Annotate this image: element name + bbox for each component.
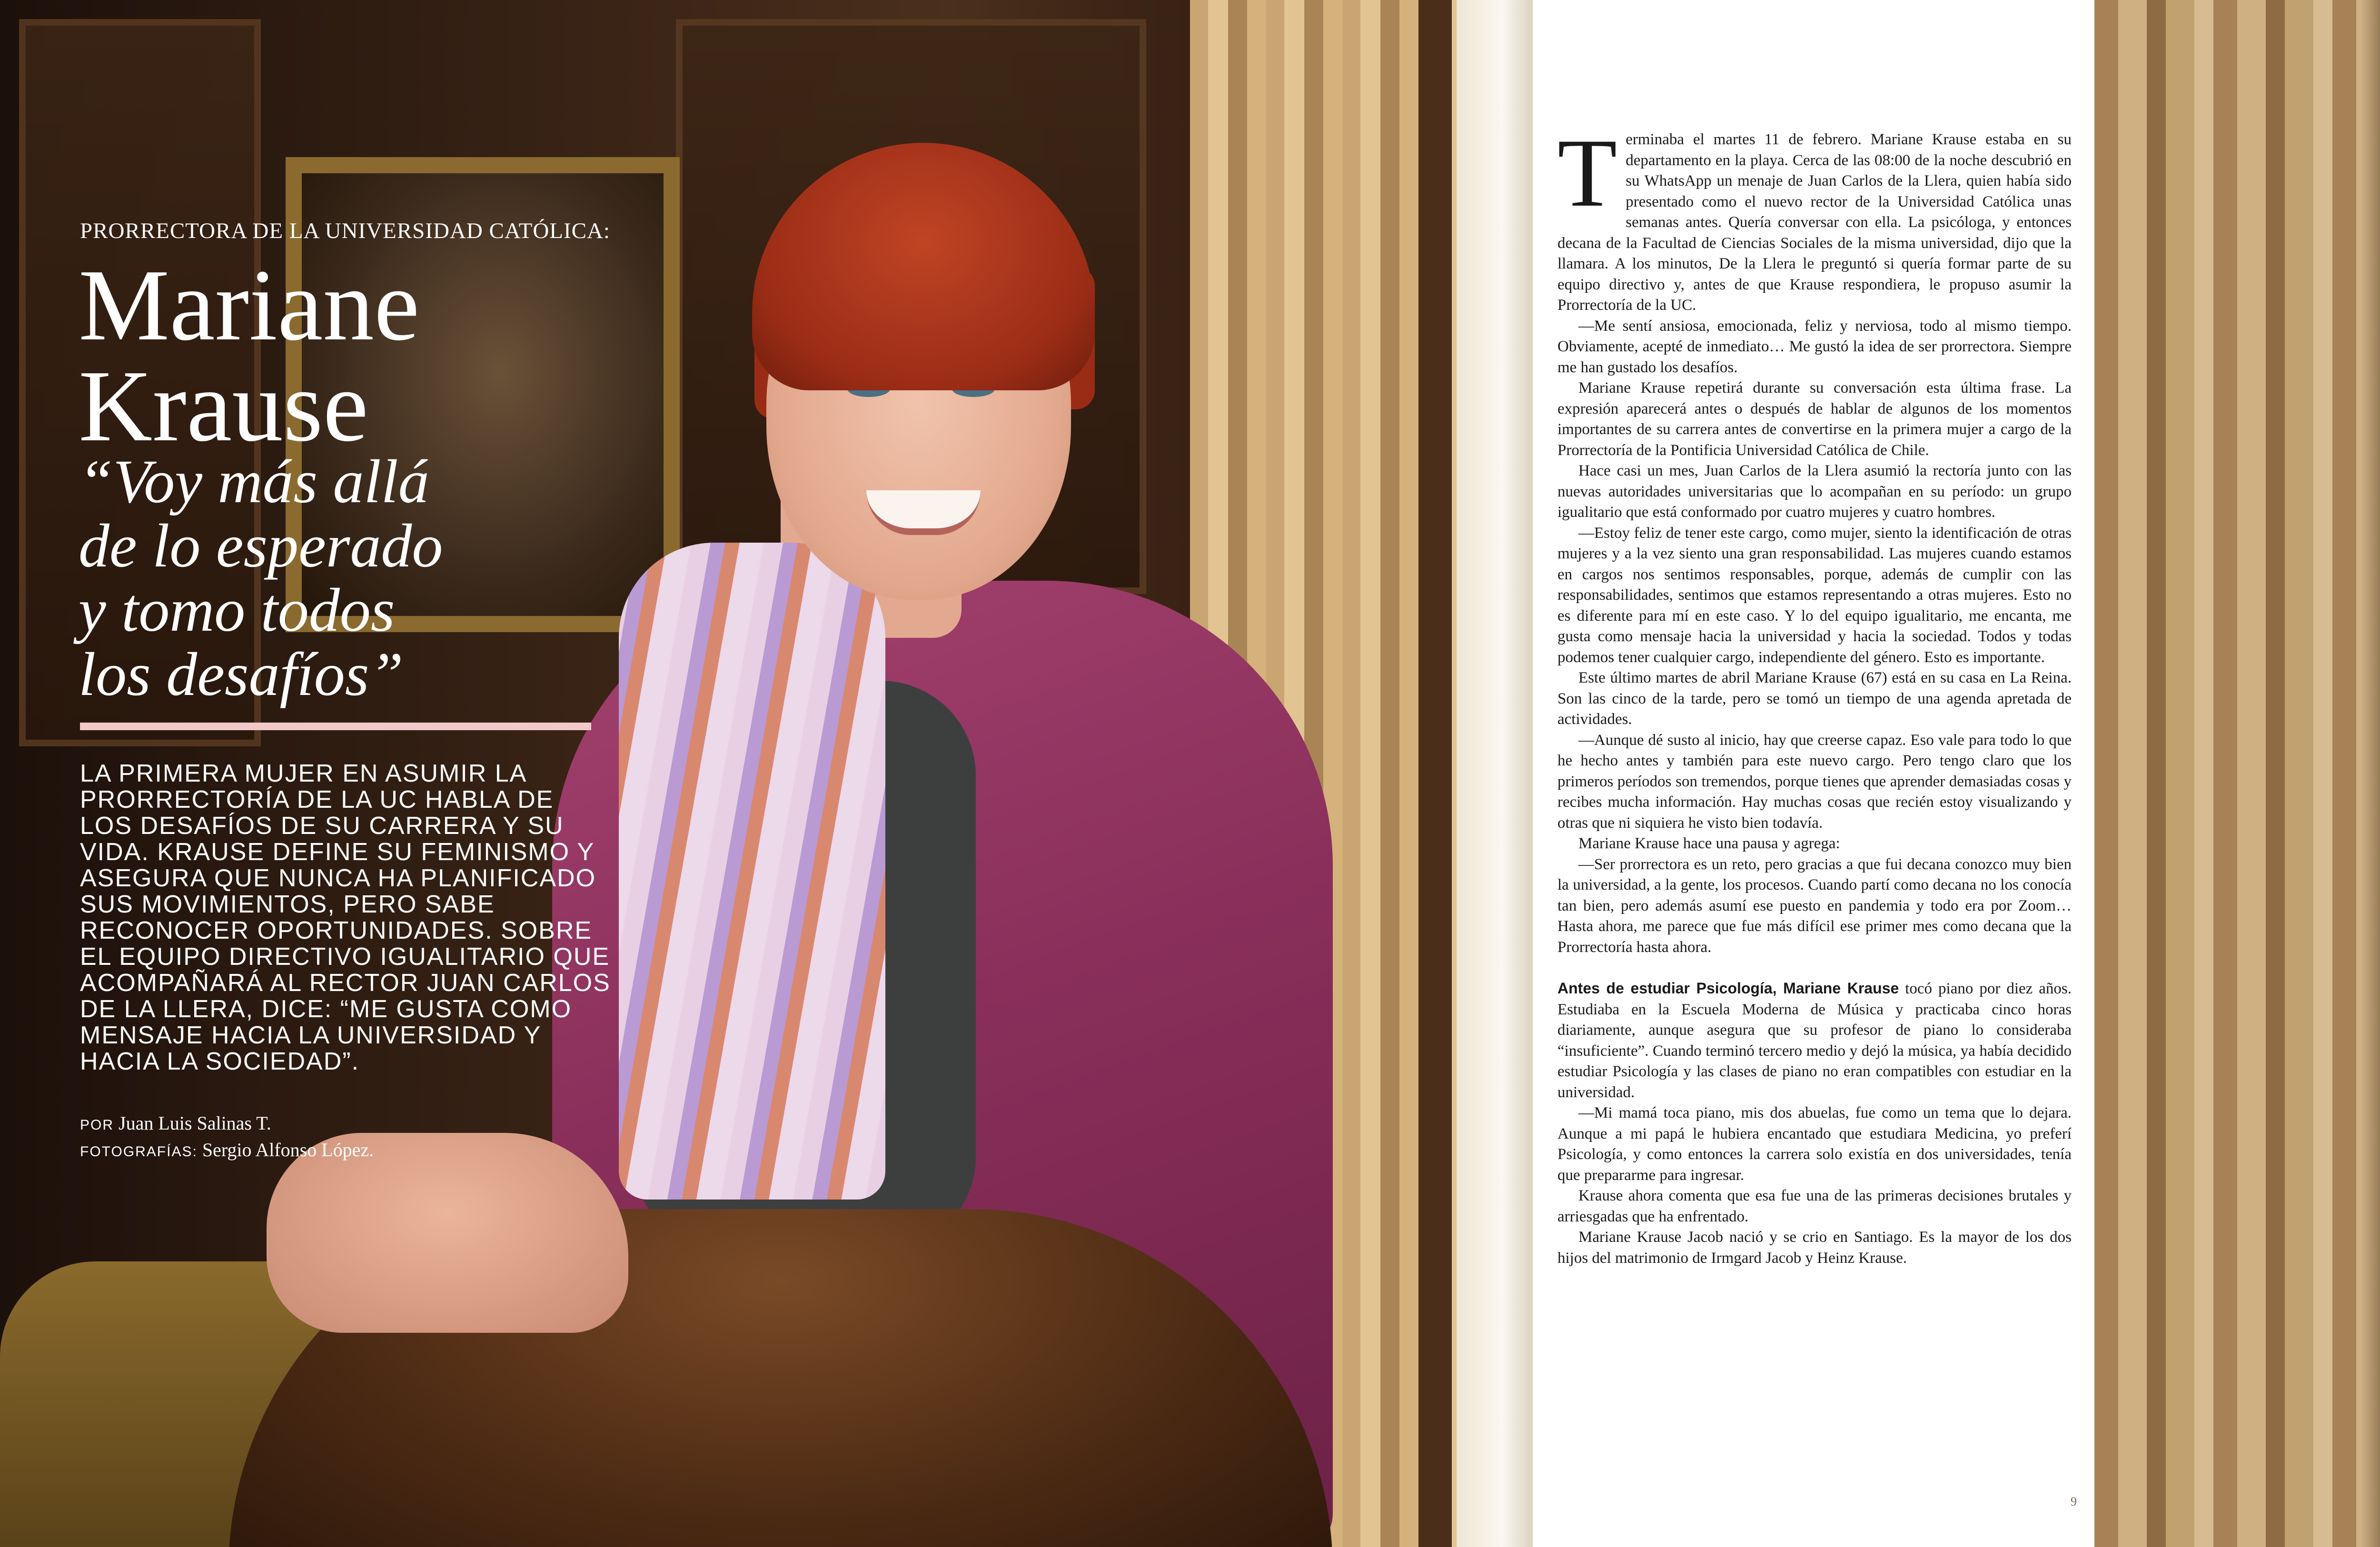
- page-number: 9: [2071, 1495, 2077, 1508]
- paragraph-text: tocó piano por diez años. Estudiaba en la Escuela Moderna de Música y practicaba cinco horas diariamente, aunque asegura que su profesor de piano lo consideraba “insuficiente”. Cuando terminó tercero medio y dejó la música, ya había decidido estudiar Psicología y las clases de piano no eran compatibles con estudiar en la universidad.: [1557, 980, 2072, 1101]
- accent-rule: [80, 723, 591, 730]
- paragraph: —Estoy feliz de tener este cargo, como mujer, siento la identificación de otras mujeres y a la vez siento una gran responsabilidad. Las mujeres cuando estamos en cargos nos sentimos responsables, porque, además de cumplir con las responsabilidades, sentimos que estamos representando a otras mujeres. Esto no es diferente para mí en este caso. Y lo del equipo igualitario, me encanta, me gusta como mensaje hacia la universidad y hacia la sociedad. Todos y todas podemos tener cualquier cargo, independiente del género. Esto es importante.: [1557, 524, 2072, 666]
- article-headline: [79, 248, 420, 463]
- byline-label: POR: [80, 1117, 114, 1133]
- article-deck: LA PRIMERA MUJER EN ASUMIR LA PRORRECTORÍA DE LA UC HABLA DE LOS DESAFÍOS DE SU CARRERA Y SU VIDA. KRAUSE DEFINE SU FEMINISMO Y ASEGURA QUE NUNCA HA PLANIFICADO SUS MOVIMIENTOS, PERO SABE RECONOCER OPORTUNIDADES. SOBRE EL EQUIPO DIRECTIVO IGUALITARIO QUE ACOMPAÑARÁ AL RECTOR JUAN CARLOS DE LA LLERA, DICE: “ME GUSTA COMO MENSAJE HACIA LA UNIVERSIDAD Y HACIA LA SOCIEDAD”.: [80, 760, 611, 1075]
- paragraph-text: erminaba el martes 11 de febrero. Mariane Krause estaba en su departamento en la playa. Cerca de las 08:00 de la noche descubrió en su WhatsApp un menaje de Juan Carlos de la Llera, quien había sido presentado como el nuevo rector de la Universidad Católica unas semanas antes. Quería conversar con ella. La psicóloga, y entonces decana de la Facultad de Ciencias Sociales de la misma universidad, dijo que la llamara. A los minutos, De la Llera le preguntó si quería formar parte de su equipo directivo y, antes de que Krause respondiera, le propuso asumir la Prorrectoría de la UC.: [1557, 131, 2072, 314]
- paragraph: —Aunque dé susto al inicio, hay que creerse capaz. Eso vale para todo lo que he hecho antes y también para este nuevo cargo. Pero tengo claro que los primeros períodos son tremendos, porque tienes que aprender demasiadas cosas y recibes mucha información. Hay muchas cosas que recién estoy visualizando y otras que ni siquiera he visto bien todavía.: [1557, 731, 2072, 832]
- byline: [80, 1111, 374, 1164]
- paragraph: Mariane Krause hace una pausa y agrega:: [1578, 835, 1840, 852]
- paragraph: [1557, 978, 2072, 1103]
- article-kicker: PRORRECTORA DE LA UNIVERSIDAD CATÓLICA:: [80, 218, 610, 243]
- photo-credit-label: FOTOGRAFÍAS:: [80, 1144, 198, 1160]
- quote-line: de lo esperado: [79, 512, 443, 580]
- article-body: [1557, 119, 2072, 1269]
- window-light: [1457, 0, 1533, 1547]
- paragraph: Krause ahora comenta que esa fue una de las primeras decisiones brutales y arriesgadas que ha enfrentado.: [1557, 1187, 2072, 1225]
- quote-line: “Voy más allá: [79, 447, 429, 516]
- patterned-scarf: [619, 543, 885, 1200]
- window-frame: [1418, 0, 1452, 1547]
- paragraph: —Mi mamá toca piano, mis dos abuelas, fue como un tema que lo dejara. Aunque a mi papá le hubiera encantado que estudiara Medicina, yo preferí Psicología, y como entonces la carrera solo existía en dos universidades, tenía que prepararme para ingresar.: [1557, 1104, 2072, 1184]
- drop-cap: T: [1557, 119, 1617, 227]
- paragraph: Mariane Krause Jacob nació y se crio en Santiago. Es la mayor de los dos hijos del matrimonio de Irmgard Jacob y Heinz Krause.: [1557, 1229, 2072, 1267]
- paragraph: —Me sentí ansiosa, emocionada, feliz y nerviosa, todo al mismo tiempo. Obviamente, acepté de inmediato… Me gustó la idea de ser prorrectora. Siempre me han gustado los desafíos.: [1557, 317, 2072, 376]
- paragraph: Hace casi un mes, Juan Carlos de la Llera asumió la rectoría junto con las nuevas autoridades universitarias que lo acompañan en su período: un grupo igualitario que está conformado por cuatro mujeres y cuatro hombres.: [1557, 462, 2072, 521]
- photo-credit-name: Sergio Alfonso López.: [202, 1139, 374, 1160]
- quote-line: los desafíos”: [79, 640, 404, 709]
- section-lead: Antes de estudiar Psicología, Mariane Krause: [1557, 980, 1899, 997]
- curtain-right: [2094, 0, 2380, 1547]
- paragraph: Este último martes de abril Mariane Krause (67) está en su casa en La Reina. Son las cinco de la tarde, pero se tomó un tiempo de una agenda apretada de actividades.: [1557, 669, 2072, 728]
- quote-line: y tomo todos: [79, 576, 395, 645]
- paragraph: Mariane Krause repetirá durante su conversación esta última frase. La expresión aparecerá antes o después de hablar de algunos de los momentos importantes de su carrera antes de convertirse en la primera mujer a cargo de la Prorrectoría de la Pontificia Universidad Católica de Chile.: [1557, 379, 2072, 459]
- byline-author: Juan Luis Salinas T.: [119, 1112, 271, 1134]
- pull-quote: [79, 447, 443, 709]
- curtain-shadow: [2361, 0, 2380, 1547]
- headline-line: Mariane: [79, 248, 420, 362]
- paragraph: [1557, 119, 2072, 316]
- paragraph: —Ser prorrectora es un reto, pero gracias a que fui decana conozco muy bien la universidad, a la gente, los procesos. Cuando partí como decana no los conocía tan bien, pero además asumí ese puesto en pandemia y todo era por Zoom… Hasta ahora, me parece que fue más difícil ese primer mes como decana que la Prorrectoría hasta ahora.: [1557, 855, 2072, 956]
- headline-line: Krause: [79, 349, 368, 463]
